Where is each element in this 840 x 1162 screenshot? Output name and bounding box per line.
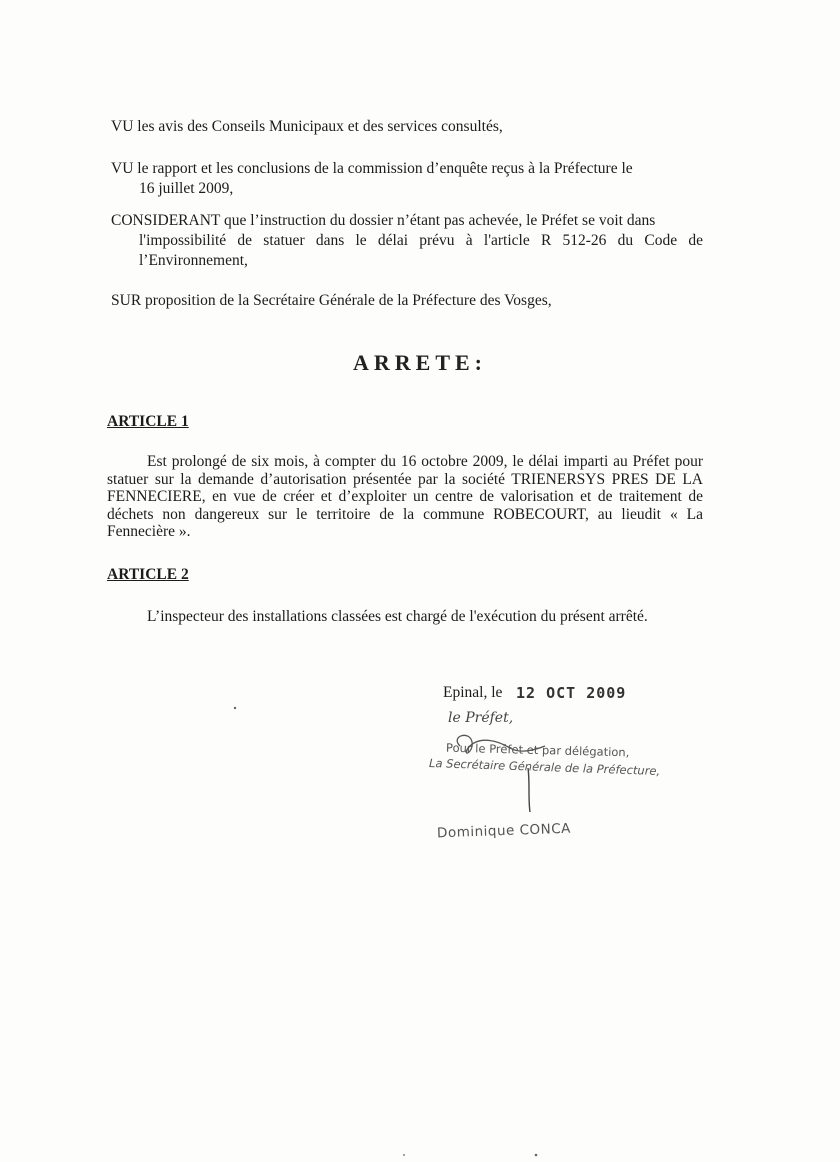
article-2-body: L’inspecteur des installations classées est chargé de l'exécution du présent arrêté. (147, 608, 648, 625)
delegation-stamp-line: Pour le Préfet et par délégation, (445, 740, 630, 760)
secretary-stamp-line: La Secrétaire Générale de la Préfecture, (428, 755, 661, 779)
considerant-line: VU le rapport et les conclusions de la commission d’enquête reçus à la Préfecture le (111, 160, 633, 177)
article-1-body: Est prolongé de six mois, à compter du 16 octobre 2009, le délai imparti au Préfet pour statuer sur la demande d’autorisation présentée par la société TRIENERSYS PRES DE LA FENNECIERE, en vue de créer et d’exploiter un centre de valorisation et de traitement de déchets non dangereux sur le territoire de la commune ROBECOURT, au lieudit « La Fennecière ». (107, 453, 703, 540)
considerant-line: VU les avis des Conseils Municipaux et des services consultés, (111, 118, 503, 135)
date-stamp: 12 OCT 2009 (516, 684, 627, 702)
considerant-line: CONSIDERANT que l’instruction du dossier n’étant pas achevée, le Préfet se voit dans (111, 212, 656, 229)
article-1-heading: ARTICLE 1 (107, 413, 189, 430)
arrete-title: ARRETE: (352, 350, 487, 375)
considerant-line: SUR proposition de la Secrétaire Générale de la Préfecture des Vosges, (111, 292, 552, 309)
considerant-continuation: l'impossibilité de statuer dans le délai prévu à l'article R 512-26 du Code de l’Environnement, (139, 232, 703, 269)
handwritten-title: le Préfet, (448, 710, 514, 726)
article-2-heading: ARTICLE 2 (107, 566, 189, 583)
considerant-continuation: 16 juillet 2009, (139, 180, 234, 197)
signature-place: Epinal, le (443, 684, 503, 701)
signer-name: Dominique CONCA (436, 820, 572, 842)
